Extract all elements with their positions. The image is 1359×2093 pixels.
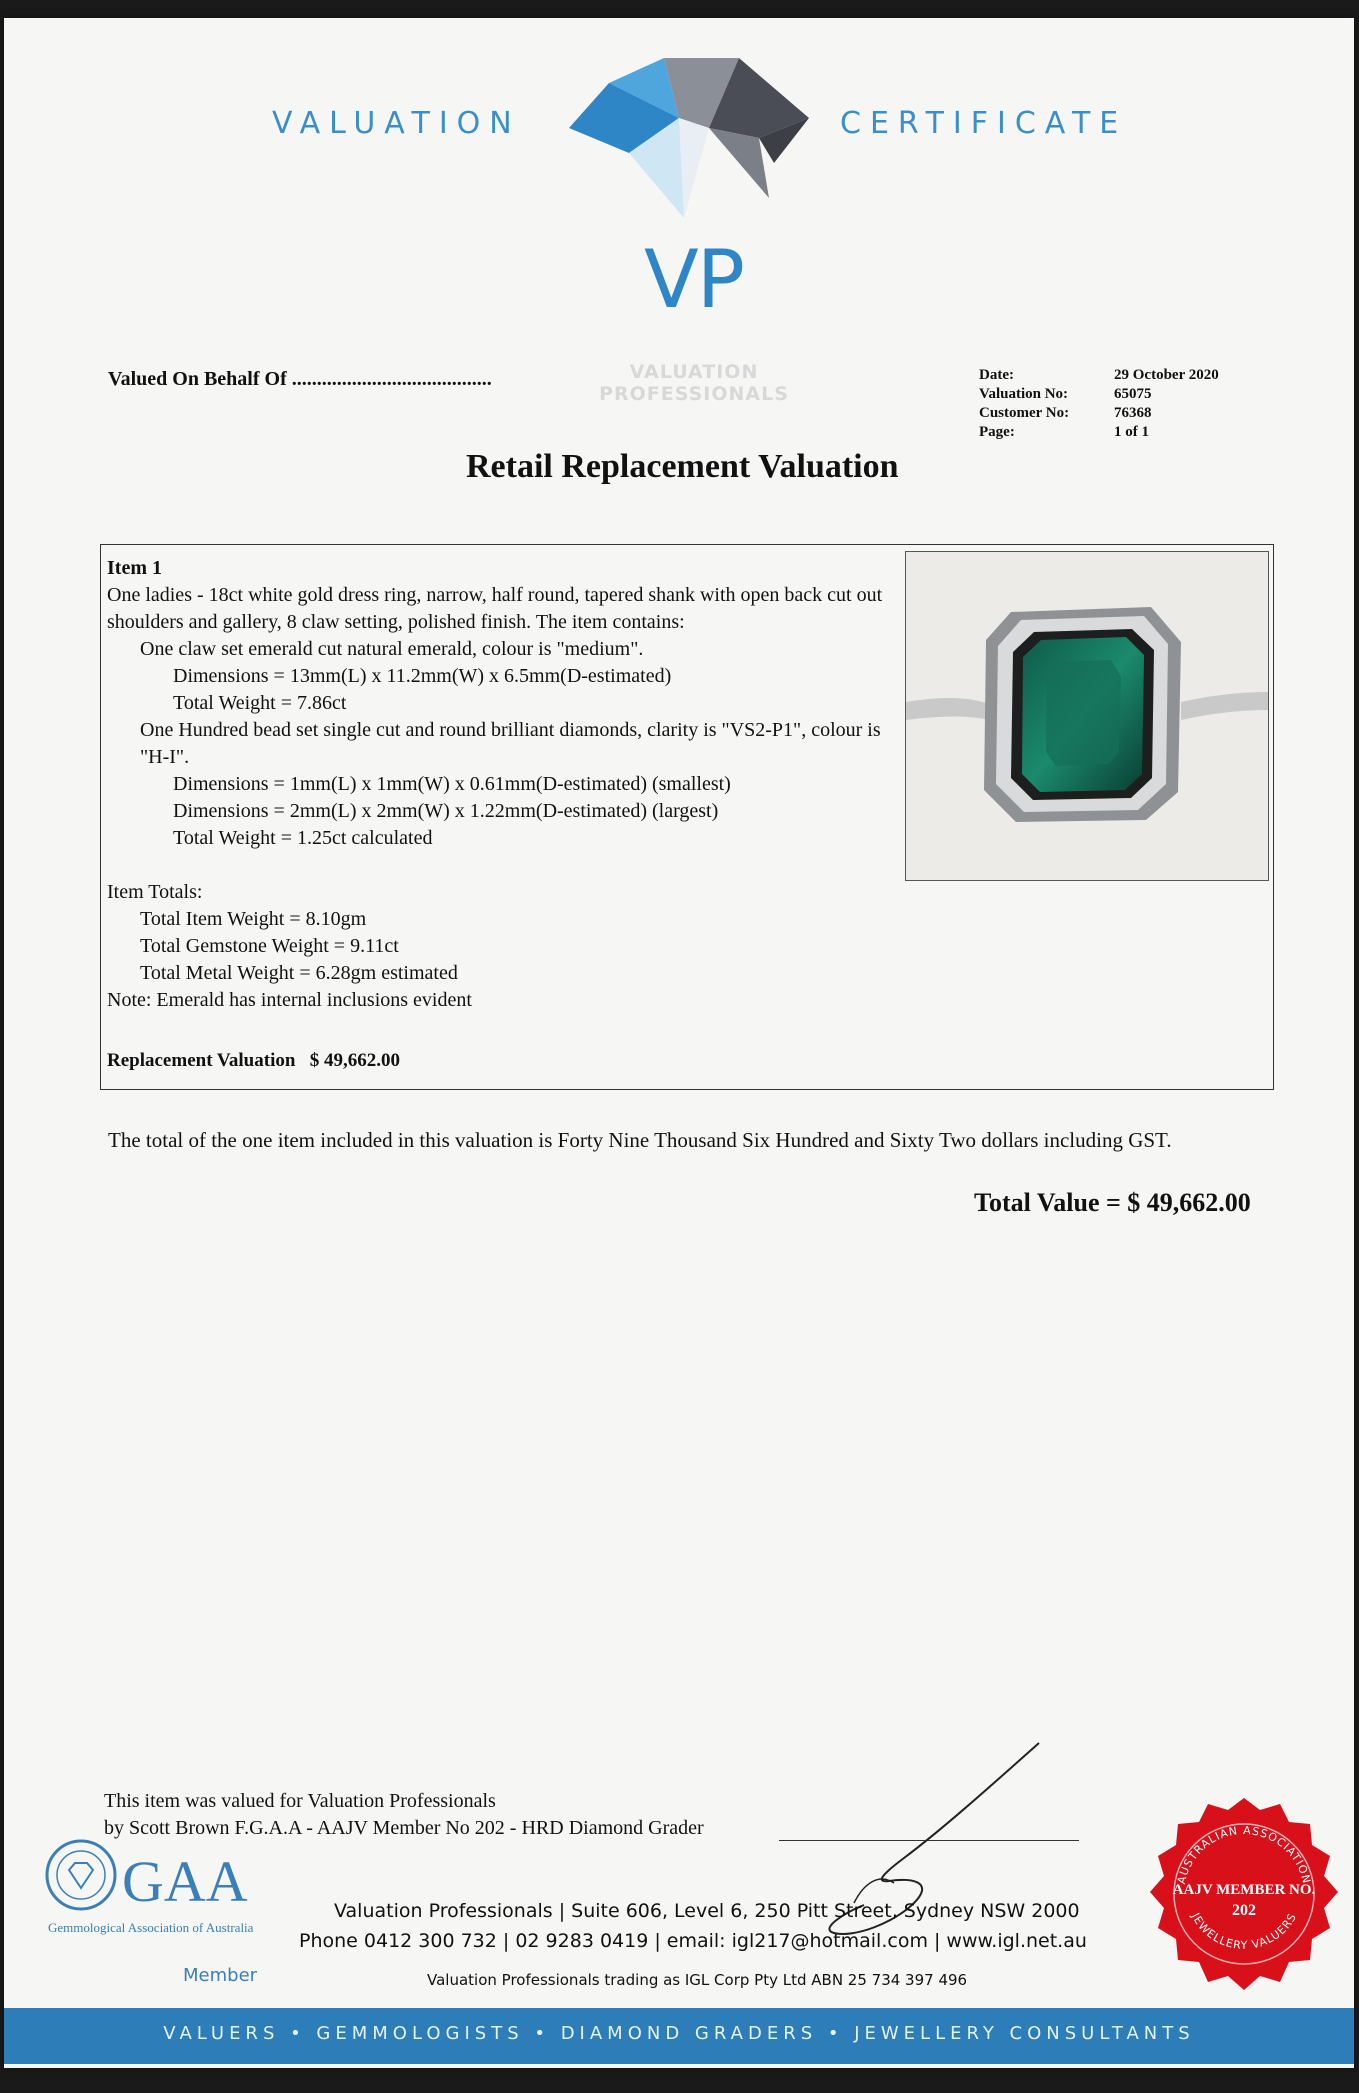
- seal-icon: [1146, 1796, 1342, 1992]
- item-main-description: One ladies - 18ct white gold dress ring, narrow, half round, tapered shank with open back cut out shoulders and gallery, 8 claw setting, polished finish. The item contains:: [107, 584, 883, 633]
- gaa-emblem-icon: [44, 1838, 118, 1912]
- footer-address: Valuation Professionals | Suite 606, Level 6, 250 Pitt Street, Sydney NSW 2000: [334, 1900, 1080, 1922]
- vp-diamond-logo: [569, 58, 809, 326]
- diamond-weight: Total Weight = 1.25ct calculated: [173, 827, 433, 849]
- aajv-seal: [1146, 1796, 1342, 1992]
- header-certificate-word: CERTIFICATE: [840, 106, 1128, 141]
- total-metal-weight: Total Metal Weight = 6.28gm estimated: [140, 962, 458, 984]
- gaa-text: GAA: [122, 1849, 248, 1914]
- emerald-weight: Total Weight = 7.86ct: [173, 692, 347, 714]
- watermark-line-1: VALUATION: [629, 361, 759, 383]
- seal-line-2: 202: [1232, 1902, 1256, 1919]
- watermark: [589, 361, 799, 405]
- seal-top-text: AUSTRALIAN ASSOCIATION: [1174, 1823, 1314, 1886]
- footer-company: Valuation Professionals trading as IGL Corp Pty Ltd ABN 25 734 397 496: [427, 1971, 968, 1989]
- total-gemstone-weight: Total Gemstone Weight = 9.11ct: [140, 935, 399, 957]
- valued-by-line-1: This item was valued for Valuation Professionals: [104, 1790, 496, 1812]
- diamond-icon: [569, 58, 809, 238]
- watermark-line-2: PROFESSIONALS: [599, 383, 789, 405]
- certificate-page: [4, 18, 1354, 2068]
- total-sentence: The total of the one item included in this valuation is Forty Nine Thousand Six Hundred and Sixty Two dollars including GST.: [108, 1128, 1172, 1152]
- valued-by-statement: [104, 1788, 704, 1842]
- vp-logo-text: VP: [644, 233, 743, 326]
- ring-photo: [905, 551, 1269, 881]
- valued-by-line-2: by Scott Brown F.G.A.A - AAJV Member No 202 - HRD Diamond Grader: [104, 1817, 704, 1839]
- item-box: [100, 544, 1274, 1090]
- valued-on-behalf-of: Valued On Behalf Of ........................................: [108, 368, 492, 390]
- item-totals-heading: Item Totals:: [107, 881, 203, 903]
- header-valuation-word: VALUATION: [272, 106, 521, 141]
- seal-line-1: AAJV MEMBER NO.: [1172, 1882, 1316, 1898]
- spacer: [107, 852, 907, 879]
- replacement-valuation: Replacement Valuation $ 49,662.00: [107, 1050, 400, 1071]
- item-description: [107, 555, 907, 1014]
- diamond-dimensions-smallest: Dimensions = 1mm(L) x 1mm(W) x 0.61mm(D-estimated) (smallest): [173, 773, 731, 795]
- footer-band: [4, 2008, 1354, 2064]
- diamonds-line: One Hundred bead set single cut and round brilliant diamonds, clarity is "VS2-P1", colour is "H-I".: [140, 719, 881, 768]
- note: Note: Emerald has internal inclusions evident: [107, 989, 472, 1011]
- gaa-member-label: Member: [183, 1965, 258, 1986]
- item-heading: Item 1: [107, 557, 162, 579]
- gaa-logo: [44, 1838, 274, 1948]
- meta-row-date: Date: 29 October 2020: [979, 367, 1219, 383]
- replacement-value: $ 49,662.00: [309, 1050, 400, 1071]
- document-title: Retail Replacement Valuation: [466, 448, 899, 485]
- meta-row-page: Page: 1 of 1: [979, 424, 1149, 440]
- seal-bottom-text: JEWELLERY VALUERS: [1188, 1910, 1300, 1952]
- gaa-subtitle: Gemmological Association of Australia: [48, 1920, 254, 1935]
- diamond-dimensions-largest: Dimensions = 2mm(L) x 2mm(W) x 1.22mm(D-estimated) (largest): [173, 800, 719, 822]
- emerald-ring-image: [906, 552, 1268, 880]
- total-value: Total Value = $ 49,662.00: [974, 1188, 1251, 1217]
- meta-row-valuation-no: Valuation No: 65075: [979, 386, 1152, 402]
- emerald-line: One claw set emerald cut natural emerald, colour is "medium".: [140, 638, 644, 660]
- meta-block: [979, 366, 1219, 442]
- footer-band-text: VALUERS • GEMMOLOGISTS • DIAMOND GRADERS • JEWELLERY CONSULTANTS: [163, 2023, 1195, 2044]
- footer-contact: Phone 0412 300 732 | 02 9283 0419 | email: igl217@hotmail.com | www.igl.net.au: [299, 1930, 1087, 1952]
- meta-row-customer-no: Customer No: 76368: [979, 405, 1152, 421]
- total-item-weight: Total Item Weight = 8.10gm: [140, 908, 367, 930]
- emerald-dimensions: Dimensions = 13mm(L) x 11.2mm(W) x 6.5mm(D-estimated): [173, 665, 672, 687]
